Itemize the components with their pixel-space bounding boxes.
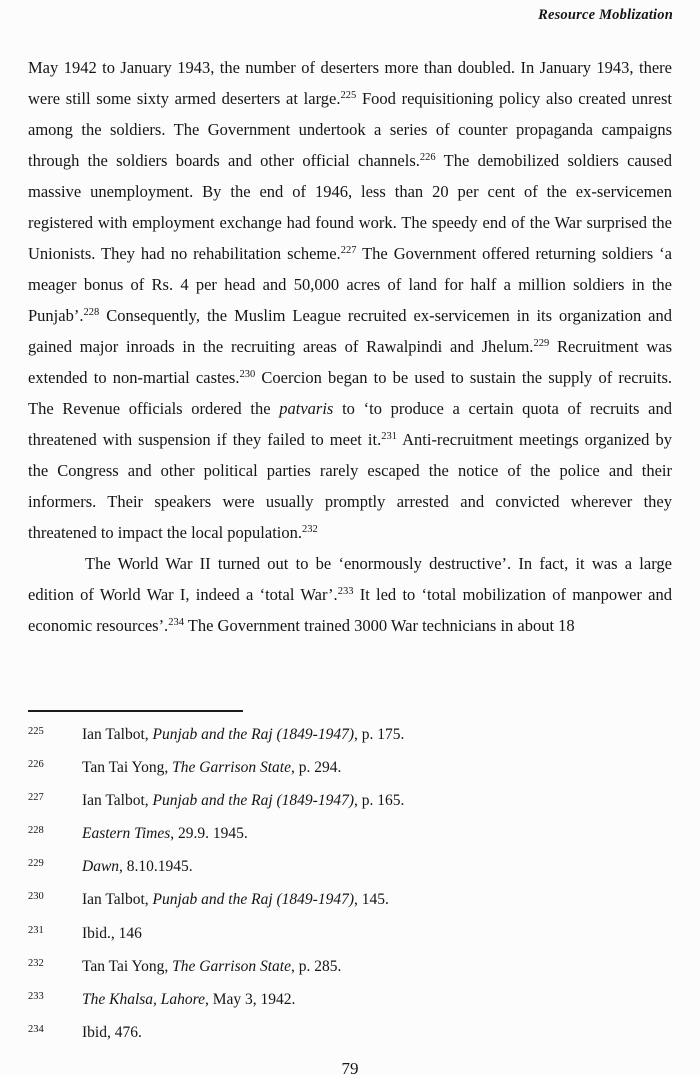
footnote-text: Eastern Times, 29.9. 1945. bbox=[82, 825, 248, 843]
footnote-text: Ian Talbot, Punjab and the Raj (1849-1947), p. 165. bbox=[82, 792, 405, 810]
footnote-ref: 230 bbox=[239, 369, 256, 380]
footnote-number: 228 bbox=[28, 825, 44, 837]
italic-text: Eastern Times bbox=[82, 825, 171, 843]
body-text bbox=[28, 52, 672, 641]
footnote-text: Ian Talbot, Punjab and the Raj (1849-1947), 145. bbox=[82, 891, 389, 909]
footnote-number: 230 bbox=[28, 891, 44, 903]
footnote-number: 231 bbox=[28, 924, 44, 936]
footnote-ref: 225 bbox=[340, 90, 357, 101]
footnote-item bbox=[28, 918, 672, 951]
footnote-number: 225 bbox=[28, 726, 44, 737]
footnote-item bbox=[28, 951, 672, 984]
italic-text: The Garrison State bbox=[172, 759, 291, 777]
footnote-ref: 233 bbox=[337, 586, 354, 597]
footnote-number: 233 bbox=[28, 990, 44, 1002]
footnote-separator bbox=[28, 710, 243, 712]
footnote-text: The Khalsa, Lahore, May 3, 1942. bbox=[82, 990, 296, 1008]
footnote-number: 227 bbox=[28, 792, 44, 804]
italic-text: The Garrison State bbox=[172, 957, 291, 975]
footnote-ref: 228 bbox=[83, 307, 100, 318]
footnote-text: Dawn, 8.10.1945. bbox=[82, 858, 193, 876]
footnote-number: 234 bbox=[28, 1023, 44, 1035]
footnote-item bbox=[28, 785, 672, 818]
footnote-ref: 226 bbox=[419, 152, 436, 163]
footnote-item bbox=[28, 984, 672, 1017]
italic-text: Dawn bbox=[82, 858, 120, 876]
footnote-item bbox=[28, 851, 672, 884]
footnote-item bbox=[28, 1017, 672, 1050]
italic-text: patvaris bbox=[279, 399, 334, 418]
footnote-ref: 229 bbox=[533, 338, 550, 349]
footnote-item bbox=[28, 719, 672, 752]
italic-text: Punjab and the Raj (1849-1947) bbox=[152, 792, 354, 810]
footnote-ref: 227 bbox=[340, 245, 357, 256]
footnote-ref: 232 bbox=[302, 524, 318, 535]
italic-text: Punjab and the Raj (1849-1947) bbox=[152, 726, 354, 743]
italic-text: Punjab and the Raj (1849-1947) bbox=[152, 891, 354, 909]
footnote-text: Ibid, 476. bbox=[82, 1023, 142, 1041]
footnote-text: Ian Talbot, Punjab and the Raj (1849-1947), p. 175. bbox=[82, 726, 405, 743]
footnote-text: Tan Tai Yong, The Garrison State, p. 294. bbox=[82, 759, 342, 777]
footnote-number: 232 bbox=[28, 957, 44, 969]
page-number: 79 bbox=[341, 1059, 359, 1075]
footnotes-section bbox=[28, 719, 672, 1050]
footnote-item bbox=[28, 884, 672, 917]
footnote-number: 229 bbox=[28, 858, 44, 870]
footnote-ref: 234 bbox=[168, 617, 184, 628]
body-paragraph: May 1942 to January 1943, the number of deserters more than doubled. In January 1943, there were still some sixty armed deserters at large.$^{225}$ Food requisitioning policy also created unrest among the soldiers. The Government undertook a series of counter propaganda campaigns through the soldiers boards and other official channels.$^{226}$ The demobilized soldiers caused massive unemployment. By the end of 1946, less than 20 per cent of the ex-servicemen registered with employment exchange had found work. The speedy end of the War surprised the Unionists. They had no rehabilitation scheme.$^{227}$ The Government offered returning soldiers ‘a meager bonus of Rs. 4 per head and 50,000 acres of land for half a million soldiers in the Punjab’.$^{228}$ Consequently, the Muslim League recruited ex-servicemen in its organization and gained major inroads in the recruiting areas of Rawalpindi and Jhelum.$^{229}$ Recruitment was extended to non-martial castes.$^{230}$ Coercion began to be used to sustain the supply of recruits. The Revenue officials ordered the patvaris to ‘to produce a certain quota of recruits and threatened with suspension if they failed to meet it.$^{231}$ Anti-recruitment meetings organized by the Congress and other political parties rarely escaped the notice of the police and their informers. Their speakers were usually promptly arrested and convicted wherever they threatened to impact the local population.$^{232}$ bbox=[28, 58, 673, 542]
footnote-ref: 231 bbox=[381, 431, 397, 442]
footnote-number: 226 bbox=[28, 759, 44, 771]
footnote-item bbox=[28, 818, 672, 851]
body-paragraph: The World War II turned out to be ‘enormously destructive’. In fact, it was a large edition of World War I, indeed a ‘total War’.$^{233}$ It led to ‘total mobilization of manpower and economic resources’.$^{234}$ The Government trained 3000 War technicians in about 18 bbox=[28, 554, 672, 635]
footnote-item bbox=[28, 752, 672, 785]
footnote-text: Ibid., 146 bbox=[82, 924, 142, 942]
footnote-text: Tan Tai Yong, The Garrison State, p. 285. bbox=[82, 957, 342, 975]
running-header: Resource Moblization bbox=[538, 7, 673, 23]
italic-text: The Khalsa, Lahore bbox=[82, 990, 206, 1008]
